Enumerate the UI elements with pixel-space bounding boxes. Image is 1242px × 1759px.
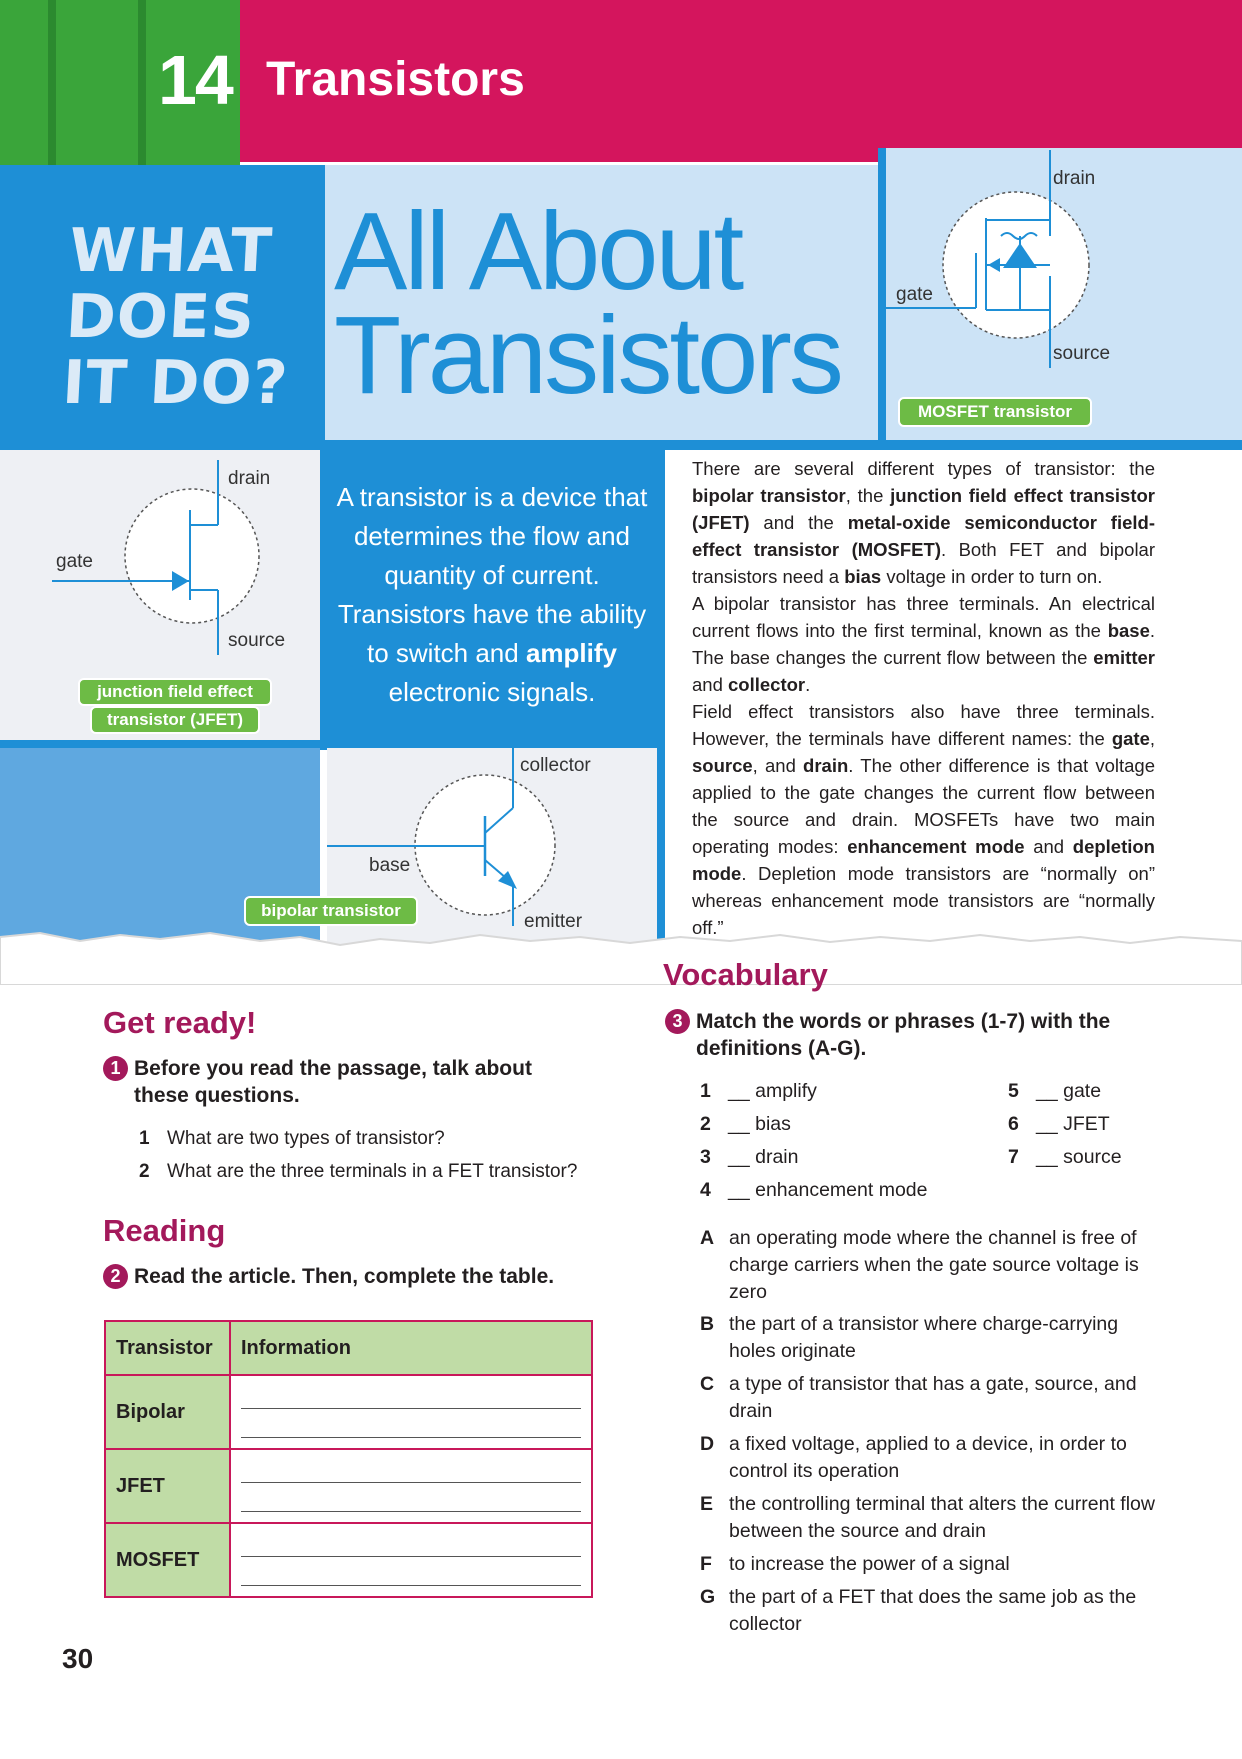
divider (657, 440, 665, 950)
page-number: 30 (62, 1643, 94, 1674)
vocab-word: 7 __ source (1008, 1146, 1122, 1168)
bipolar-base-label: base (369, 855, 411, 876)
article-paragraph: A bipolar transistor has three terminals. An electrical current flows into the first terminal, known as the base. The base changes the current flow between the emitter and collector. (692, 593, 1155, 695)
title-line: Transistors (334, 294, 841, 417)
table-cell: MOSFET (105, 1523, 230, 1597)
jfet-tag (72, 676, 278, 736)
divider (878, 148, 886, 440)
table-header: Transistor (105, 1321, 230, 1375)
bipolar-emitter-label: emitter (524, 911, 583, 932)
heading-line: WHAT (67, 216, 275, 286)
title-line: All About (334, 190, 742, 313)
vocab-word: 5 __ gate (1008, 1080, 1102, 1102)
torn-paper-edge (0, 915, 1242, 985)
question-item: 1 What are two types of transistor? (139, 1128, 445, 1149)
definition-item: A an operating mode where the channel is free of charge carriers when the gate source voltage is zero (700, 1227, 1139, 1303)
instruction-text: Before you read the passage, talk about these questions. (134, 1057, 532, 1107)
instruction-text: Match the words or phrases (1-7) with the definitions (A-G). (696, 1010, 1111, 1060)
table-row (105, 1375, 592, 1449)
what-does-it-do-heading (61, 218, 297, 416)
definition-part: A transistor is a device that determines the flow and quantity of current. Transistors have the ability to switch and (336, 482, 648, 668)
vocabulary-heading: Vocabulary (663, 957, 828, 992)
instruction-text: Read the article. Then, complete the table. (134, 1265, 555, 1288)
article-paragraph: Field effect transistors also have three terminals. However, the terminals have different names: the gate, source, and drain. The other difference is that voltage applied to the gate changes the current flow between the source and drain. MOSFETs have two main operating modes: enhancement mode and depletion mode. Depletion mode transistors are “normally on” whereas enhancement mode transistors are “normally off.” (692, 701, 1155, 938)
header-stripe (138, 0, 146, 182)
bipolar-collector-label: collector (520, 755, 591, 776)
table-header: Information (230, 1321, 592, 1375)
unit-title: Transistors (266, 53, 525, 106)
question-item: 2 What are the three terminals in a FET transistor? (139, 1161, 578, 1182)
table-header-row (105, 1321, 592, 1375)
header-stripe (48, 0, 56, 182)
definition-part: electronic signals. (388, 677, 596, 707)
reading-heading: Reading (103, 1213, 226, 1248)
definition-item: F to increase the power of a signal (700, 1553, 1010, 1575)
vocab-word: 4 __ enhancement mode (700, 1179, 928, 1201)
jfet-source-label: source (228, 630, 286, 651)
main-title (334, 190, 841, 417)
get-ready-instruction (103, 1055, 583, 1109)
divider (320, 440, 327, 750)
table-row (105, 1449, 592, 1523)
vocabulary-instruction (665, 1008, 1165, 1062)
answer-cell[interactable] (230, 1375, 592, 1449)
table-cell: Bipolar (105, 1375, 230, 1449)
torn-edge-shape (0, 933, 1242, 985)
bipolar-tag: bipolar transistor (244, 896, 418, 926)
table-cell: JFET (105, 1449, 230, 1523)
get-ready-heading: Get ready! (103, 1005, 257, 1040)
definition-item: G the part of a FET that does the same job as the collector (700, 1586, 1137, 1635)
article-body (692, 455, 1155, 941)
step-badge: 3 (665, 1009, 690, 1034)
divider (0, 440, 1242, 450)
article-paragraph: There are several different types of transistor: the bipolar transistor, the junction field effect transistor (JFET) and the metal-oxide semiconductor field-effect transistor (MOSFET). Both FET and bipolar transistors need a bias voltage in order to turn on. (692, 458, 1155, 587)
definition-item: B the part of a transistor where charge-carrying holes originate (700, 1313, 1119, 1362)
step-badge: 2 (103, 1264, 128, 1289)
definition-item: E the controlling terminal that alters the current flow between the source and drain (700, 1493, 1155, 1542)
definition-item: C a type of transistor that has a gate, source, and drain (700, 1373, 1137, 1422)
mosfet-source-label: source (1053, 343, 1111, 364)
vocab-word: 2 __ bias (700, 1113, 791, 1135)
step-badge: 1 (103, 1056, 128, 1081)
jfet-outline (125, 489, 259, 623)
definition-item: D a fixed voltage, applied to a device, in order to control its operation (700, 1433, 1127, 1482)
vocab-word: 3 __ drain (700, 1146, 799, 1168)
heading-line: IT DO? (60, 348, 291, 418)
answer-cell[interactable] (230, 1449, 592, 1523)
definition-text (332, 478, 652, 712)
table-row (105, 1523, 592, 1597)
jfet-tag-line: junction field effect (78, 678, 272, 706)
mosfet-drain-label: drain (1053, 168, 1096, 189)
jfet-tag-line: transistor (JFET) (90, 706, 260, 734)
transistor-table (104, 1320, 593, 1598)
mosfet-tag: MOSFET transistor (898, 397, 1092, 427)
jfet-gate-label: gate (56, 551, 93, 572)
reading-instruction (103, 1263, 554, 1290)
vocab-word: 1 __ amplify (700, 1080, 817, 1102)
jfet-drain-label: drain (228, 468, 271, 489)
mosfet-gate-label: gate (896, 284, 933, 305)
answer-cell[interactable] (230, 1523, 592, 1597)
heading-line: DOES (64, 282, 257, 352)
unit-number: 14 (158, 41, 232, 119)
definition-bold: amplify (525, 638, 617, 668)
vocab-word: 6 __ JFET (1008, 1113, 1110, 1135)
